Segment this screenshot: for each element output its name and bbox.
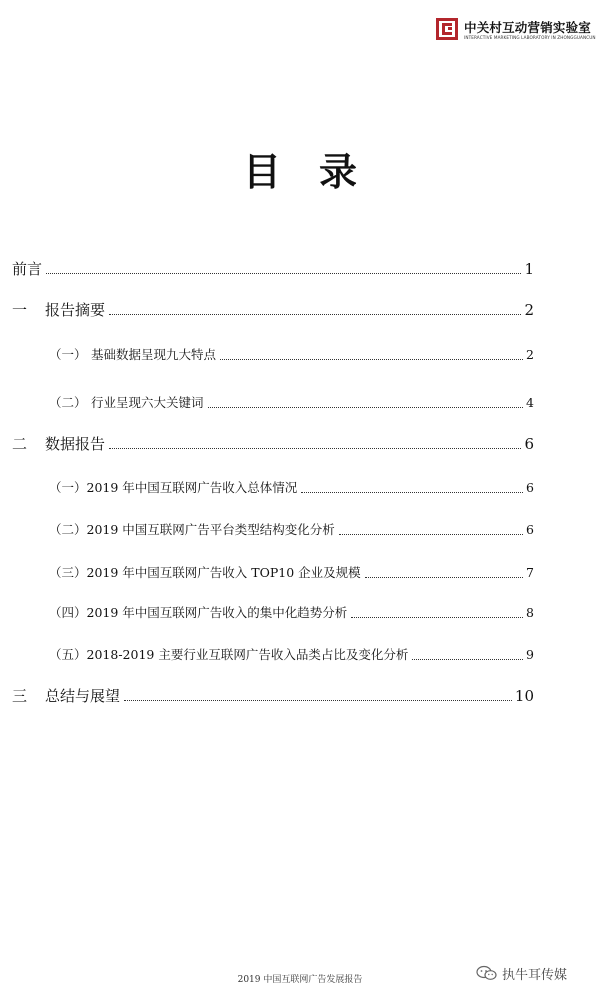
toc-title: 目录	[242, 149, 395, 194]
toc-entry-summary[interactable]	[12, 300, 534, 320]
entry-page: 2	[526, 347, 534, 362]
toc-entry-1-1[interactable]	[49, 345, 534, 365]
entry-page: 9	[526, 647, 534, 662]
entry-page: 8	[526, 605, 534, 620]
entry-label: 前言	[12, 260, 43, 278]
entry-page: 6	[524, 435, 534, 453]
toc-entry-2-3[interactable]	[49, 563, 534, 583]
entry-number: 一	[12, 301, 28, 319]
toc-entry-conclusion[interactable]	[12, 686, 534, 706]
entry-page: 2	[524, 301, 534, 319]
entry-label: 2019 中国互联网广告平台类型结构变化分析	[86, 522, 335, 537]
dot-leader	[124, 700, 512, 701]
toc-entry-2-1[interactable]	[49, 478, 534, 498]
entry-number: 三	[12, 687, 28, 705]
toc-entry-2-5[interactable]	[49, 645, 534, 665]
toc-entry-2-4[interactable]	[49, 603, 534, 623]
dot-leader	[46, 273, 521, 274]
wechat-account-name: 执牛耳传媒	[502, 967, 568, 983]
entry-number: （一）	[49, 347, 87, 362]
dot-leader	[365, 577, 523, 578]
entry-number: （四）	[49, 605, 87, 620]
entry-page: 7	[526, 565, 534, 580]
entry-label: 行业呈现六大关键词	[91, 395, 204, 410]
entry-label: 总结与展望	[45, 687, 121, 705]
entry-label: 2019 年中国互联网广告收入 TOP10 企业及规模	[86, 565, 361, 580]
entry-number: 二	[12, 435, 28, 453]
dot-leader	[339, 534, 523, 535]
toc-entry-preface[interactable]	[12, 259, 534, 279]
entry-label: 2019 年中国互联网广告收入的集中化趋势分析	[86, 605, 348, 620]
entry-page: 4	[526, 395, 534, 410]
entry-label: 2019 年中国互联网广告收入总体情况	[86, 480, 298, 495]
toc-entry-2-2[interactable]	[49, 520, 534, 540]
entry-number: （五）	[49, 647, 87, 662]
entry-page: 6	[526, 522, 534, 537]
entry-label: 2018-2019 主要行业互联网广告收入品类占比及变化分析	[86, 647, 409, 662]
entry-label: 报告摘要	[45, 301, 106, 319]
entry-label: 数据报告	[45, 435, 106, 453]
entry-page: 6	[526, 480, 534, 495]
dot-leader	[412, 659, 523, 660]
dot-leader	[351, 617, 523, 618]
dot-leader	[301, 492, 523, 493]
dot-leader	[208, 407, 524, 408]
wechat-watermark	[476, 964, 567, 982]
dot-leader	[220, 359, 523, 360]
logo-subtitle: INTERACTIVE MARKETING LABORATORY IN ZHONGGUANCUN	[464, 35, 596, 40]
entry-page: 10	[514, 687, 534, 705]
entry-number: （一）	[49, 480, 87, 495]
entry-label: 基础数据呈现九大特点	[91, 347, 217, 362]
toc-entry-data-report[interactable]	[12, 434, 534, 454]
entry-page: 1	[524, 260, 534, 278]
entry-number: （二）	[49, 522, 87, 537]
entry-number: （二）	[49, 395, 87, 410]
toc-entry-1-2[interactable]	[49, 393, 534, 413]
dot-leader	[109, 448, 521, 449]
page-footer: 2019 中国互联网广告发展报告	[237, 975, 363, 985]
wechat-icon	[476, 965, 498, 981]
logo-title: 中关村互动营销实验室	[464, 20, 592, 35]
dot-leader	[109, 314, 521, 315]
entry-number: （三）	[49, 565, 87, 580]
